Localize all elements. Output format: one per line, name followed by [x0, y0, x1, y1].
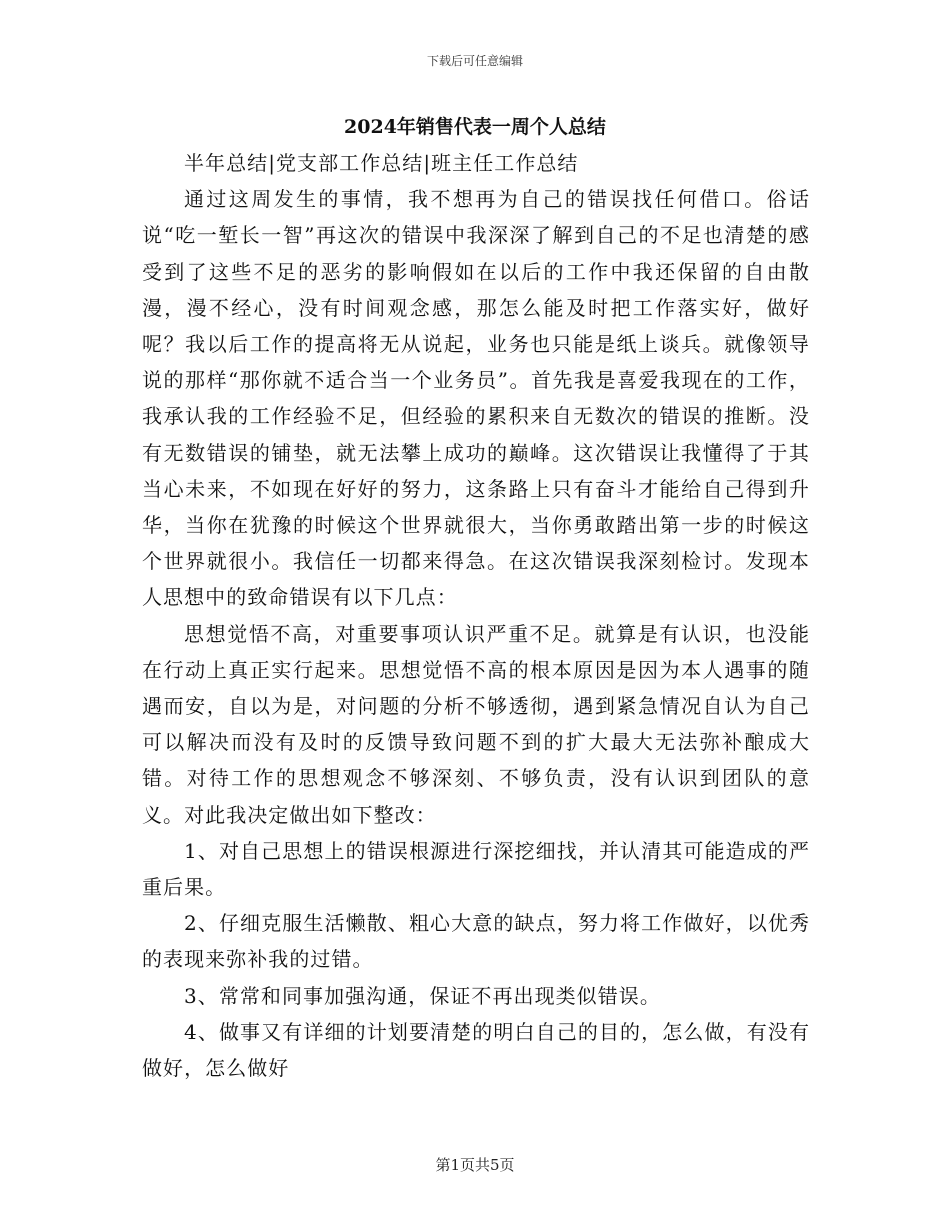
body-paragraph: 2、仔细克服生活懒散、粗心大意的缺点，努力将工作做好，以优秀的表现来弥补我的过错。	[142, 911, 810, 972]
page-number-footer: 第1页共5页	[435, 1156, 515, 1174]
body-paragraph: 思想觉悟不高，对重要事项认识严重不足。就算是有认识，也没能在行动上真正实行起来。思想觉悟不高的根本原因是因为本人遇事的随遇而安，自以为是，对问题的分析不够透彻，遇到紧急情况自认为自己可以解决而没有及时的反馈导致问题不到的扩大最大无法弥补酿成大错。对待工作的思想观念不够深刻、不够负责，没有认识到团队的意义。对此我决定做出如下整改：	[142, 621, 810, 827]
body-paragraph: 通过这周发生的事情，我不想再为自己的错误找任何借口。俗话说“吃一堑长一智”再这次的错误中我深深了解到自己的不足也清楚的感受到了这些不足的恶劣的影响假如在以后的工作中我还保留的自由散漫，漫不经心，没有时间观念感，那怎么能及时把工作落实好，做好呢？我以后工作的提高将无从说起，业务也只能是纸上谈兵。就像领导说的那样“那你就不适合当一个业务员”。首先我是喜爱我现在的工作，我承认我的工作经验不足，但经验的累积来自无数次的错误的推断。没有无数错误的铺垫，就无法攀上成功的巅峰。这次错误让我懂得了于其当心未来，不如现在好好的努力，这条路上只有奋斗才能给自己得到升华，当你在犹豫的时候这个世界就很大，当你勇敢踏出第一步的时候这个世界就很小。我信任一切都来得急。在这次错误我深刻检讨。发现本人思想中的致命错误有以下几点：	[142, 187, 810, 610]
body-paragraph: 1、对自己思想上的错误根源进行深挖细找，并认清其可能造成的严重后果。	[142, 838, 810, 900]
body-paragraph: 3、常常和同事加强沟通，保证不再出现类似错误。	[184, 983, 661, 1008]
document-title: 2024年销售代表一周个人总结	[344, 116, 606, 138]
header-note: 下载后可任意编辑	[426, 54, 523, 68]
document-body	[142, 145, 810, 1086]
body-paragraph: 4、做事又有详细的计划要清楚的明白自己的目的，怎么做，有没有做好，怎么做好	[142, 1019, 810, 1081]
body-paragraph: 半年总结|党支部工作总结|班主任工作总结	[184, 151, 579, 175]
